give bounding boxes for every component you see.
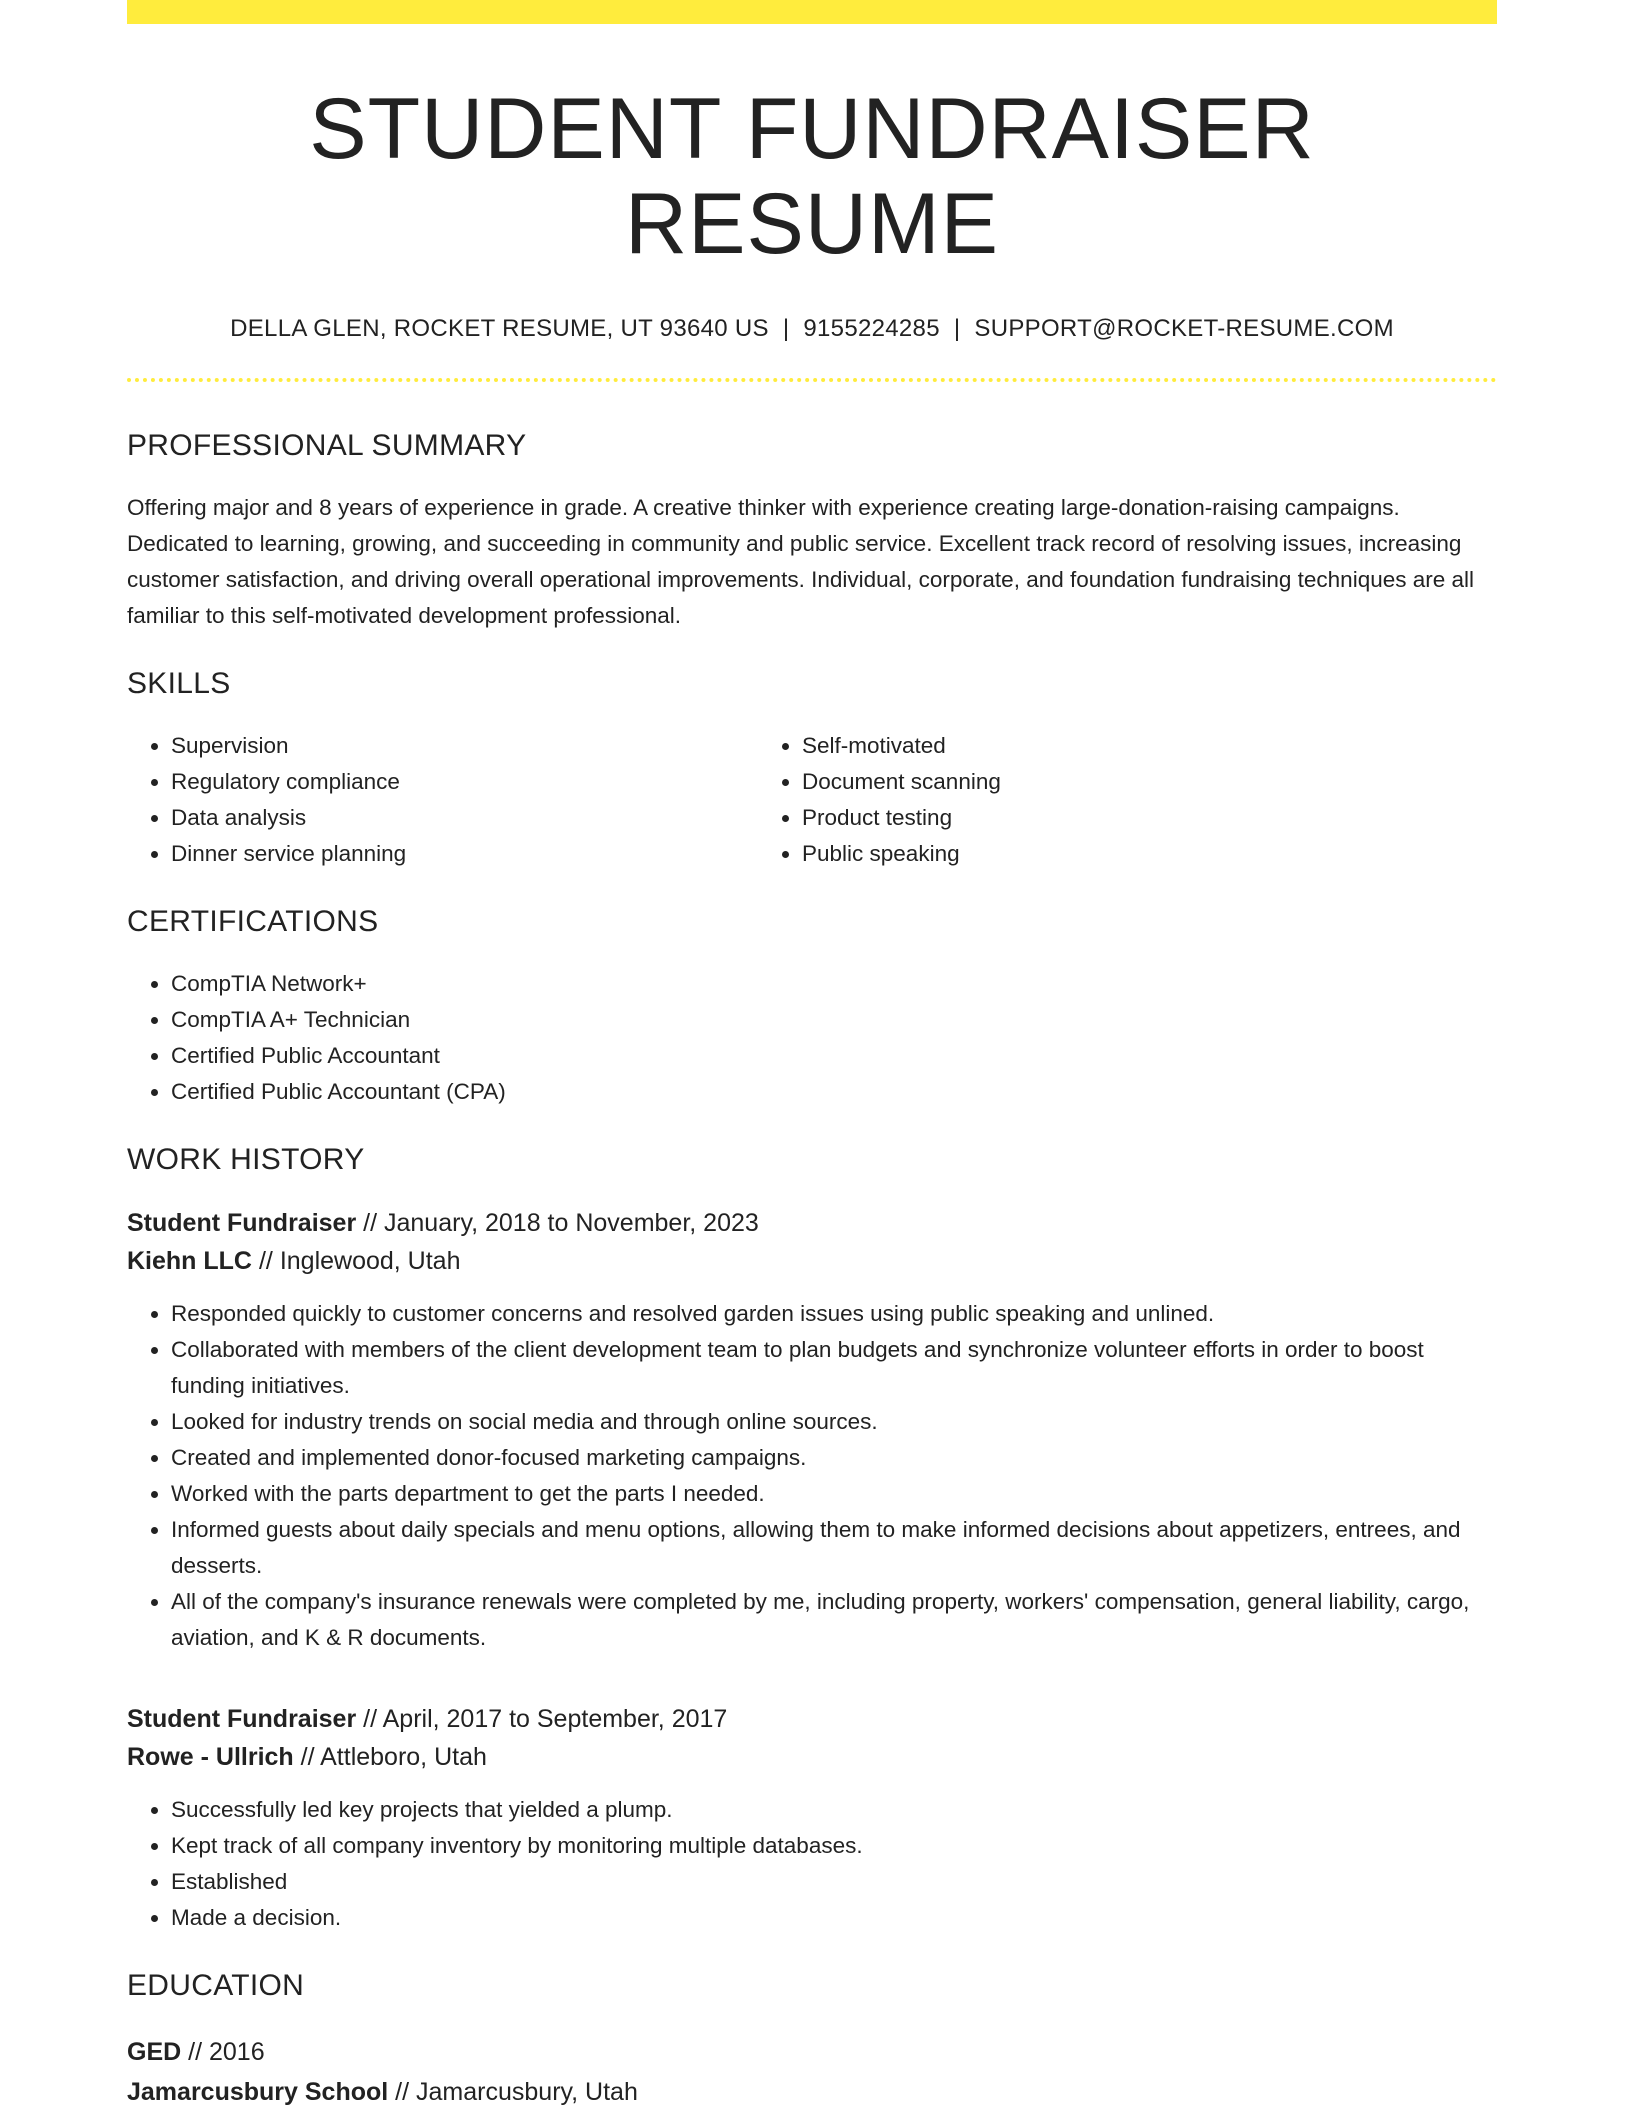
work-history-heading: WORK HISTORY	[127, 1142, 365, 1176]
job-duty: • Collaborated with members of the client development team to plan budgets and synchronize volunteer efforts in order to boost funding initiatives.	[171, 1332, 1497, 1404]
separator: //	[188, 2037, 203, 2066]
skill-item: • Data analysis	[171, 800, 758, 836]
job-duty: • Successfully led key projects that yielded a plump.	[171, 1792, 1497, 1828]
contact-separator: |	[782, 315, 790, 343]
certifications-heading: CERTIFICATIONS	[127, 904, 379, 938]
certifications-list	[127, 966, 1497, 1110]
job-duty: • Worked with the parts department to get the parts I needed.	[171, 1476, 1497, 1512]
certification-item: • Certified Public Accountant (CPA)	[171, 1074, 1497, 1110]
job-company: Rowe - Ullrich	[127, 1742, 294, 1771]
job-dates: January, 2018 to November, 2023	[384, 1208, 759, 1237]
contact-phone: 9155224285	[803, 315, 940, 343]
summary-text: Offering major and 8 years of experience in grade. A creative thinker with experience creating large-donation-raising campaigns. Dedicated to learning, growing, and succeeding in community and public service. Excellent track record of resolving issues, increasing customer satisfaction, and driving overall operational improvements. Individual, corporate, and foundation fundraising techniques are all familiar to this self-motivated development professional.	[127, 494, 1475, 628]
education-location: Jamarcusbury, Utah	[416, 2077, 638, 2106]
job-title-line	[127, 1700, 1497, 1738]
contact-email: SUPPORT@ROCKET-RESUME.COM	[974, 315, 1394, 343]
skill-item: • Self-motivated	[802, 728, 1497, 764]
education-school: Jamarcusbury School	[127, 2077, 389, 2106]
job-company-line	[127, 1242, 1497, 1280]
job-entry	[127, 1700, 1497, 1936]
resume-content	[127, 24, 1497, 2112]
contact-address: DELLA GLEN, ROCKET RESUME, UT 93640 US	[230, 315, 769, 343]
job-dates: April, 2017 to September, 2017	[382, 1704, 728, 1733]
education-heading: EDUCATION	[127, 1968, 305, 2002]
skill-item: • Product testing	[802, 800, 1497, 836]
accent-top-bar	[127, 0, 1497, 24]
education-entry	[127, 2032, 1497, 2112]
separator: //	[363, 1208, 378, 1237]
skills-left-list	[127, 728, 758, 872]
separator: //	[258, 1246, 273, 1275]
education-year: 2016	[209, 2037, 265, 2066]
separator: //	[300, 1742, 315, 1771]
job-title-line	[127, 1204, 1497, 1242]
job-duties-list	[127, 1792, 1497, 1936]
certification-item: • Certified Public Accountant	[171, 1038, 1497, 1074]
certification-item: • CompTIA A+ Technician	[171, 1002, 1497, 1038]
job-title: Student Fundraiser	[127, 1704, 357, 1733]
job-duty: • All of the company's insurance renewals were completed by me, including property, workers' compensation, general liability, cargo, aviation, and K & R documents.	[171, 1584, 1497, 1656]
job-duty: • Kept track of all company inventory by monitoring multiple databases.	[171, 1828, 1497, 1864]
skill-item: • Supervision	[171, 728, 758, 764]
education-degree-line	[127, 2032, 1497, 2072]
contact-separator: |	[953, 315, 961, 343]
education-school-line	[127, 2072, 1497, 2112]
contact-line	[127, 315, 1497, 344]
skill-item: • Document scanning	[802, 764, 1497, 800]
job-duties-list	[127, 1296, 1497, 1656]
skills-heading: SKILLS	[127, 666, 231, 700]
resume-title: STUDENT FUNDRAISER RESUME	[309, 81, 1315, 272]
job-duty: • Informed guests about daily specials and menu options, allowing them to make informed decisions about appetizers, entrees, and desserts.	[171, 1512, 1497, 1584]
job-company: Kiehn LLC	[127, 1246, 252, 1275]
job-duty: • Established	[171, 1864, 1497, 1900]
skill-item: • Dinner service planning	[171, 836, 758, 872]
job-company-line	[127, 1738, 1497, 1776]
job-entry	[127, 1204, 1497, 1656]
skill-item: • Public speaking	[802, 836, 1497, 872]
separator: //	[363, 1704, 378, 1733]
job-duty: • Made a decision.	[171, 1900, 1497, 1936]
certification-item: • CompTIA Network+	[171, 966, 1497, 1002]
job-location: Inglewood, Utah	[279, 1246, 461, 1275]
job-title: Student Fundraiser	[127, 1208, 357, 1237]
job-location: Attleboro, Utah	[320, 1742, 487, 1771]
job-duty: • Responded quickly to customer concerns and resolved garden issues using public speaking and unlined.	[171, 1296, 1497, 1332]
job-duty: • Created and implemented donor-focused marketing campaigns.	[171, 1440, 1497, 1476]
skills-right-list	[758, 728, 1497, 872]
education-degree: GED	[127, 2037, 182, 2066]
skills-grid	[127, 728, 1497, 872]
separator: //	[395, 2077, 410, 2106]
job-duty: • Looked for industry trends on social media and through online sources.	[171, 1404, 1497, 1440]
summary-heading: PROFESSIONAL SUMMARY	[127, 428, 527, 462]
dotted-divider	[127, 378, 1497, 382]
skill-item: • Regulatory compliance	[171, 764, 758, 800]
